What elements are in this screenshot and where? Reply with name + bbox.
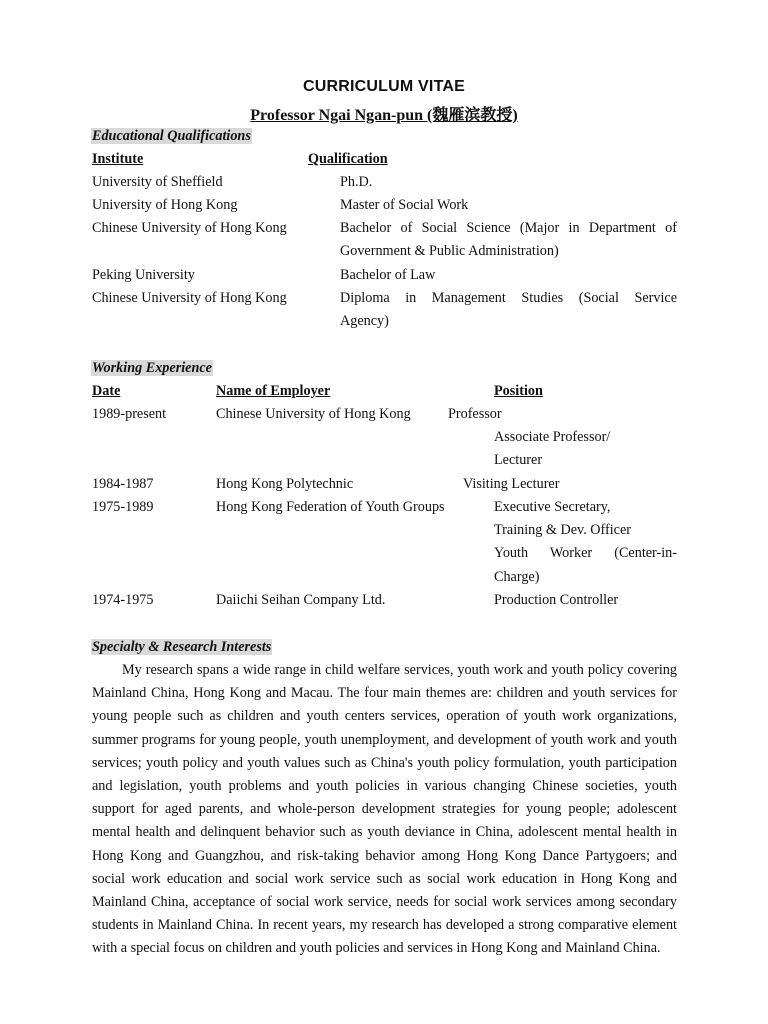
work-employer: Hong Kong Federation of Youth Groups [216,499,445,515]
work-position-cont: Lecturer [494,452,543,468]
education-col-qualification: Qualification [308,151,388,167]
education-qualification: Master of Social Work [340,197,469,213]
education-institute: Peking University [92,267,195,283]
work-date: 1984-1987 [92,476,154,492]
work-position: Executive Secretary, [494,499,611,515]
work-employer: Chinese University of Hong Kong [216,406,411,422]
work-position-cont: Youth Worker (Center-in- [494,545,677,561]
work-position: Associate Professor/ [494,429,611,445]
research-paragraph: My research spans a wide range in child welfare services, youth work and youth policy covering Mainland China, Hong Kong and Macau. The four main themes are: children and youth services for young people such as children and youth centers services, operation of youth work organizations, summer programs for young people, youth unemployment, and development of youth work and youth services; youth policy and youth values such as China's youth policy formulation, youth participation and legislation, youth problems and youth policies in various changing Chinese societies, youth support for aged parents, and whole-person development strategies for young people; adolescent mental health and delinquent behavior such as youth deviance in China, adolescent mental health in Hong Kong and Guangzhou, and risk-taking behavior among Hong Kong Dance Partygoers; and social work education and social work service such as social work education in Hong Kong and Mainland China, acceptance of social work service, needs for social work services among secondary students in Mainland China. In recent years, my research has developed a strong comparative element with a special focus on children and youth policies and services in Hong Kong and Mainland China. [92,662,677,957]
work-date: 1975-1989 [92,499,154,515]
work-date: 1974-1975 [92,592,154,608]
work-position: Professor [448,406,502,422]
work-position: Production Controller [494,592,619,608]
document-title: CURRICULUM VITAE [302,78,465,95]
work-employer: Daiichi Seihan Company Ltd. [216,592,386,608]
work-col-position: Position [494,383,543,399]
education-section-heading: Educational Qualifications [92,128,251,144]
education-institute: Chinese University of Hong Kong [92,220,287,236]
education-qualification-cont: Agency) [340,313,389,329]
education-institute: University of Hong Kong [92,197,238,213]
work-col-date: Date [92,383,121,399]
education-qualification-cont: Government & Public Administration) [340,243,559,259]
education-institute: University of Sheffield [92,174,223,190]
education-qualification: Bachelor of Law [340,267,436,283]
work-position: Visiting Lecturer [463,476,560,492]
work-position-cont: Charge) [494,569,540,585]
work-col-employer: Name of Employer [216,383,331,399]
work-position-cont: Training & Dev. Officer [494,522,631,538]
education-institute: Chinese University of Hong Kong [92,290,287,306]
work-date: 1989-present [92,406,167,422]
education-qualification: Ph.D. [340,174,373,190]
education-qualification: Diploma in Management Studies (Social Service [340,290,677,306]
research-section-heading: Specialty & Research Interests [92,639,272,655]
professor-name: Professor Ngai Ngan-pun (魏雁滨教授) [250,107,518,124]
education-qualification: Bachelor of Social Science (Major in Department of [340,220,677,236]
education-col-institute: Institute [92,151,144,167]
work-section-heading: Working Experience [92,360,212,376]
work-employer: Hong Kong Polytechnic [216,476,354,492]
